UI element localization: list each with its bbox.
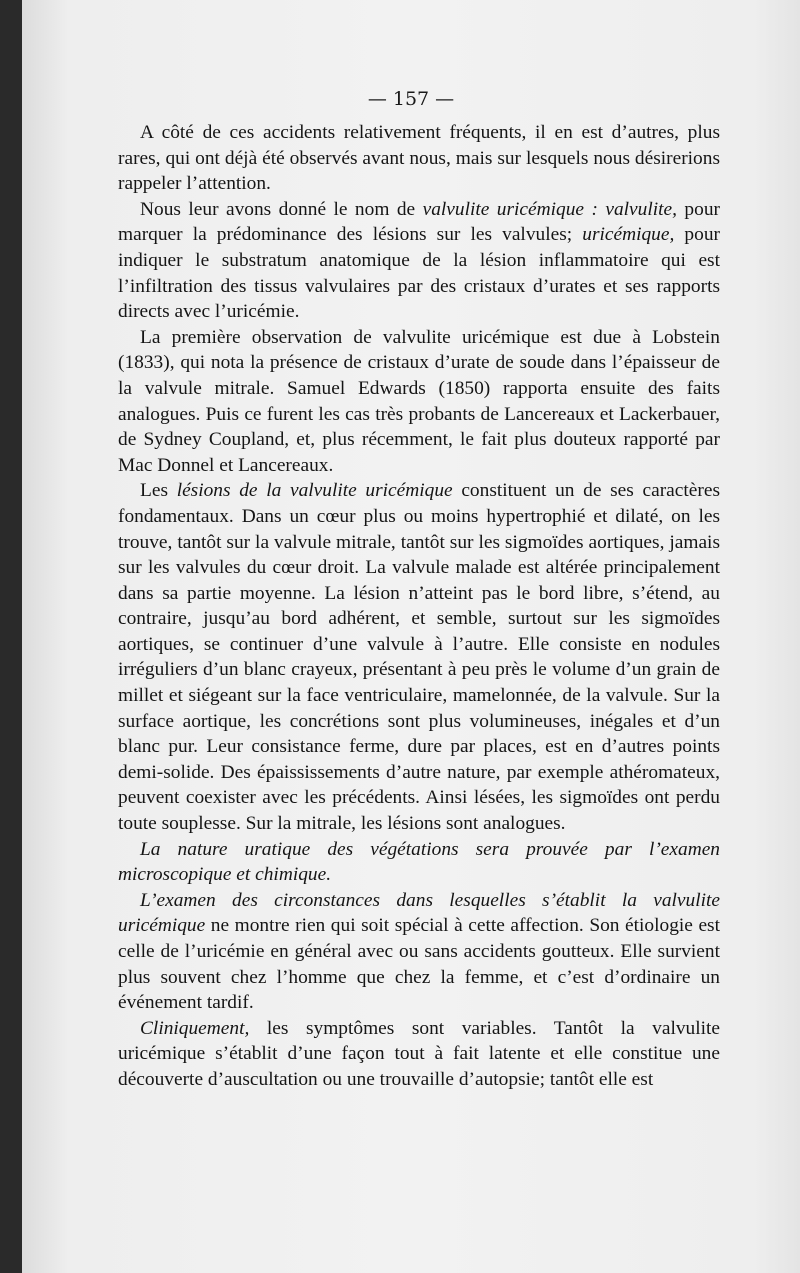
page-number: — 157 —	[367, 88, 455, 110]
paragraph	[118, 325, 720, 479]
text-run: constituent un de ses caractères fondamentaux. Dans un cœur plus ou moins hypertrophié et dilaté, on les trouve, tantôt sur la valvule mitrale, tantôt sur les sigmoïdes aortiques, jamais sur les valvules du cœur droit. La valvule malade est altérée principalement dans sa partie moyenne. La lésion n’atteint pas le bord libre, s’étend, au contraire, jusqu’au bord adhérent, et semble, surtout sur les sigmoïdes aortiques, se continuer d’une valvule à l’autre. Elle consiste en nodules irréguliers d’un blanc crayeux, présentant à peu près le volume d’un grain de millet et siégeant sur la face ventriculaire, mamelonnée, de la valvule. Sur la surface aortique, les concrétions sont plus volumineuses, inégales et d’un blanc pur. Leur consistance ferme, dure par places, est en d’autres points demi-solide. Des épaississements d’autre nature, par exemple athéromateux, peuvent coexister avec les précédents. Ainsi lésées, les sigmoïdes ont perdu toute souplesse. Sur la mitrale, les lésions sont analogues.	[118, 480, 720, 835]
text-run: les symptômes sont variables. Tantôt la valvulite uricémique s’établit d’une façon tout à fait latente et elle constitue une découverte d’auscultation ou une trouvaille d’autopsie; tantôt elle est	[118, 1017, 720, 1090]
italic-run: uricémique,	[582, 224, 675, 246]
text-run: ne montre rien qui soit spécial à cette affection. Son étiologie est celle de l’uricémie en général avec ou sans accidents goutteux. Elle survient plus souvent chez l’homme que chez la femme, et c’est d’ordinaire un événement tardif.	[118, 915, 720, 1014]
italic-run: valvulite uricémique : valvulite,	[422, 198, 677, 220]
text-run: A côté de ces accidents relativement fréquents, il en est d’autres, plus rares, qui ont déjà été observés avant nous, mais sur lesquels nous désirerions rappeler l’attention.	[118, 122, 720, 195]
text-run: La première observation de valvulite uricémique est due à Lobstein (1833), qui nota la présence de cristaux d’urate de soude dans l’épaisseur de la valvule mitrale. Samuel Edwards (1850) rapporta ensuite des faits analogues. Puis ce furent les cas très probants de Lancereaux et Lackerbauer, de Sydney Coupland, et, plus récemment, le fait plus douteux rapporté par Mac Donnel et Lancereaux.	[118, 326, 720, 476]
paragraph	[118, 837, 720, 888]
italic-run: Cliniquement,	[140, 1017, 250, 1039]
text-run: Nous leur avons donné le nom de	[140, 198, 423, 220]
text-run: pour indiquer le substratum anatomique de la lésion inflammatoire qui est l’infiltration des tissus valvulaires par des cristaux d’urates et ses rapports directs avec l’uricémie.	[118, 224, 720, 323]
paragraph	[118, 888, 720, 1016]
paragraph	[118, 1016, 720, 1093]
body-text	[118, 120, 720, 1093]
text-run: Les	[140, 480, 177, 502]
paragraph	[118, 120, 720, 197]
paragraph	[118, 197, 720, 325]
italic-run: La nature uratique des végétations sera prouvée par l’examen microscopique et chimique.	[118, 838, 720, 886]
italic-run: L’examen des circonstances dans lesquelles s’établit la valvulite uricémique	[118, 889, 720, 937]
book-page	[22, 0, 800, 1273]
italic-run: lésions de la valvulite uricémique	[176, 480, 453, 502]
text-run: pour marquer la prédominance des lésions sur les valvules;	[118, 198, 720, 246]
paragraph	[118, 478, 720, 836]
